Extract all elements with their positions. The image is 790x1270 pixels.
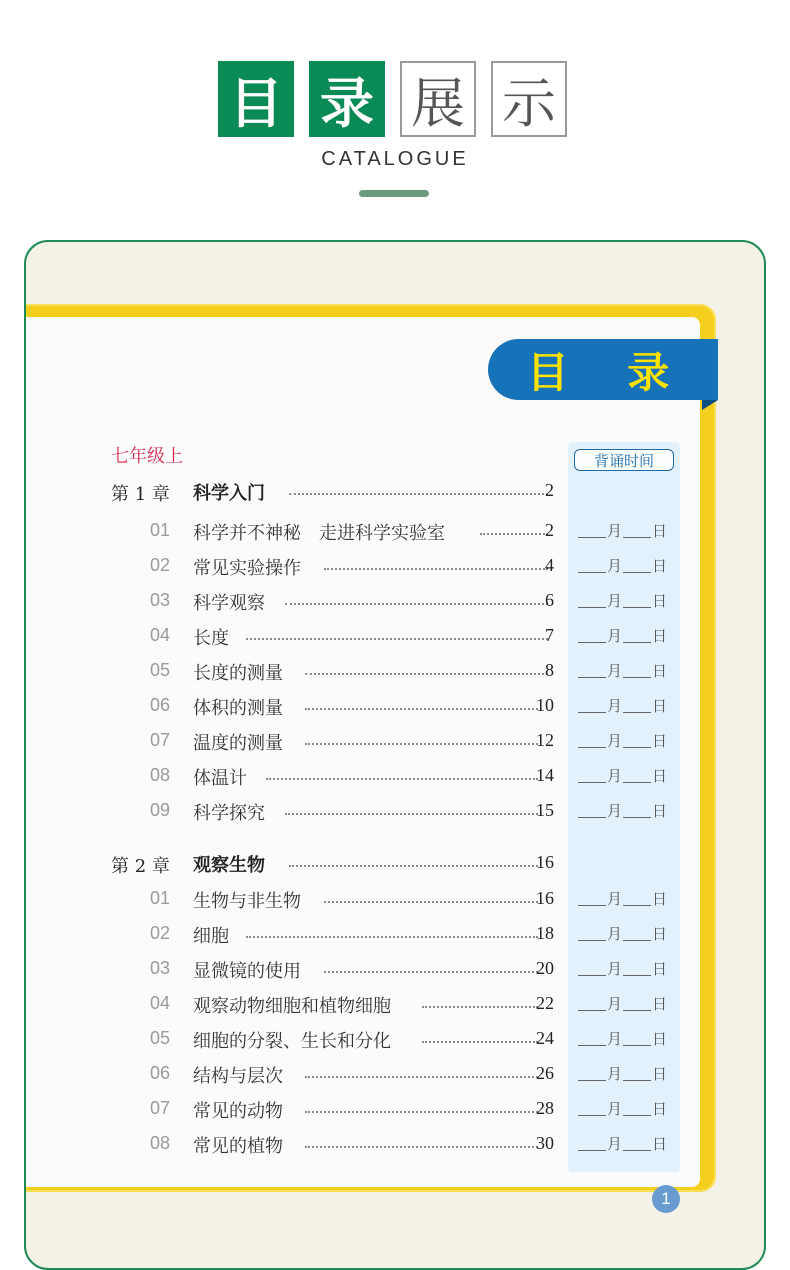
chapter-label: 第 2 章 xyxy=(111,856,170,877)
lesson-page: 2 xyxy=(545,520,554,540)
day-blank[interactable] xyxy=(623,677,651,678)
memo-date-field[interactable] xyxy=(577,1098,667,1119)
title-char-1: 目 xyxy=(218,61,294,137)
lesson-number: 08 xyxy=(150,1133,171,1153)
memo-date-field[interactable] xyxy=(577,590,667,611)
header xyxy=(0,0,790,230)
lesson-title: 体温计 xyxy=(193,768,247,789)
lesson-row[interactable] xyxy=(26,798,766,828)
lesson-page: 14 xyxy=(536,765,554,785)
lesson-number: 03 xyxy=(150,590,171,610)
month-label: 月 xyxy=(607,1065,623,1083)
day-blank[interactable] xyxy=(623,817,651,818)
leader-dots xyxy=(305,1146,539,1148)
month-label: 月 xyxy=(607,767,623,785)
lesson-title: 科学并不神秘 走进科学实验室 xyxy=(193,523,445,544)
lesson-title: 温度的测量 xyxy=(193,733,283,754)
memo-date-field[interactable] xyxy=(577,695,667,716)
day-blank[interactable] xyxy=(623,905,651,906)
day-blank[interactable] xyxy=(623,940,651,941)
month-blank[interactable] xyxy=(578,817,606,818)
day-blank[interactable] xyxy=(623,1150,651,1151)
lesson-number: 02 xyxy=(150,923,171,943)
lesson-row[interactable] xyxy=(26,763,766,793)
day-label: 日 xyxy=(652,995,668,1013)
day-label: 日 xyxy=(652,697,668,715)
lesson-row[interactable] xyxy=(26,658,766,688)
lesson-page: 15 xyxy=(536,800,554,820)
lesson-number: 07 xyxy=(150,730,171,750)
lesson-row[interactable] xyxy=(26,518,766,548)
lesson-page: 16 xyxy=(536,888,554,908)
leader-dots xyxy=(305,1111,539,1113)
lesson-title: 长度 xyxy=(193,628,229,649)
lesson-title: 长度的测量 xyxy=(193,663,283,684)
day-blank[interactable] xyxy=(623,712,651,713)
title-char-2: 录 xyxy=(309,61,385,137)
lesson-row[interactable] xyxy=(26,991,766,1021)
lesson-row[interactable] xyxy=(26,956,766,986)
day-label: 日 xyxy=(652,767,668,785)
lesson-number: 08 xyxy=(150,765,171,785)
day-blank[interactable] xyxy=(623,1080,651,1081)
memo-date-field[interactable] xyxy=(577,765,667,786)
memo-date-field[interactable] xyxy=(577,1133,667,1154)
month-label: 月 xyxy=(607,592,623,610)
leader-dots xyxy=(305,673,549,675)
day-label: 日 xyxy=(652,802,668,820)
lesson-page: 7 xyxy=(545,625,554,645)
lesson-title: 显微镜的使用 xyxy=(193,961,301,982)
lesson-number: 05 xyxy=(150,1028,171,1048)
month-blank[interactable] xyxy=(578,572,606,573)
lesson-number: 04 xyxy=(150,625,171,645)
lesson-row[interactable] xyxy=(26,886,766,916)
chapter-page: 16 xyxy=(536,852,554,872)
lesson-row[interactable] xyxy=(26,1026,766,1056)
day-label: 日 xyxy=(652,925,668,943)
day-blank[interactable] xyxy=(623,782,651,783)
memo-date-field[interactable] xyxy=(577,800,667,821)
lesson-number: 01 xyxy=(150,888,171,908)
lesson-page: 30 xyxy=(536,1133,554,1153)
memo-date-field[interactable] xyxy=(577,993,667,1014)
day-label: 日 xyxy=(652,627,668,645)
catalogue-card xyxy=(24,240,766,1270)
day-blank[interactable] xyxy=(623,1045,651,1046)
leader-dots xyxy=(246,638,548,640)
lesson-page: 26 xyxy=(536,1063,554,1083)
memo-date-field[interactable] xyxy=(577,555,667,576)
leader-dots xyxy=(285,603,548,605)
chapter-row xyxy=(26,478,766,508)
month-label: 月 xyxy=(607,1030,623,1048)
lesson-title: 生物与非生物 xyxy=(193,891,301,912)
lesson-number: 05 xyxy=(150,660,171,680)
section-label: 七年级上 xyxy=(111,446,183,467)
lesson-page: 18 xyxy=(536,923,554,943)
title-char-4: 示 xyxy=(491,61,567,137)
leader-dots xyxy=(305,1076,539,1078)
month-blank[interactable] xyxy=(578,747,606,748)
day-label: 日 xyxy=(652,960,668,978)
lesson-row[interactable] xyxy=(26,693,766,723)
leader-dots xyxy=(246,936,538,938)
lesson-row[interactable] xyxy=(26,1096,766,1126)
month-blank[interactable] xyxy=(578,607,606,608)
subtitle: CATALOGUE xyxy=(321,148,469,170)
day-label: 日 xyxy=(652,557,668,575)
month-blank[interactable] xyxy=(578,1080,606,1081)
lesson-page: 4 xyxy=(545,555,554,575)
lesson-page: 12 xyxy=(536,730,554,750)
title-row xyxy=(218,61,568,137)
month-blank[interactable] xyxy=(578,642,606,643)
lesson-title: 体积的测量 xyxy=(193,698,283,719)
lesson-number: 07 xyxy=(150,1098,171,1118)
month-label: 月 xyxy=(607,662,623,680)
lesson-page: 28 xyxy=(536,1098,554,1118)
day-label: 日 xyxy=(652,890,668,908)
lesson-page: 10 xyxy=(536,695,554,715)
month-blank[interactable] xyxy=(578,1045,606,1046)
leader-dots xyxy=(305,708,539,710)
lesson-row[interactable] xyxy=(26,728,766,758)
leader-dots xyxy=(289,493,548,495)
lesson-number: 04 xyxy=(150,993,171,1013)
leader-dots xyxy=(289,865,538,867)
title-underline xyxy=(359,190,429,197)
lesson-title: 观察动物细胞和植物细胞 xyxy=(193,996,391,1017)
day-blank[interactable] xyxy=(623,747,651,748)
lesson-title: 科学观察 xyxy=(193,593,265,614)
lesson-number: 01 xyxy=(150,520,171,540)
day-label: 日 xyxy=(652,522,668,540)
lesson-title: 科学探究 xyxy=(193,803,265,824)
lesson-row[interactable] xyxy=(26,623,766,653)
month-blank[interactable] xyxy=(578,1150,606,1151)
memo-date-field[interactable] xyxy=(577,520,667,541)
memo-date-field[interactable] xyxy=(577,888,667,909)
memo-date-field[interactable] xyxy=(577,625,667,646)
day-label: 日 xyxy=(652,1030,668,1048)
day-label: 日 xyxy=(652,732,668,750)
title-char-3: 展 xyxy=(400,61,476,137)
memo-date-field[interactable] xyxy=(577,1063,667,1084)
leader-dots xyxy=(324,901,538,903)
leader-dots xyxy=(480,533,548,535)
lesson-title: 常见实验操作 xyxy=(193,558,301,579)
lesson-page: 20 xyxy=(536,958,554,978)
month-label: 月 xyxy=(607,960,623,978)
month-blank[interactable] xyxy=(578,677,606,678)
leader-dots xyxy=(324,568,548,570)
chapter-label: 第 1 章 xyxy=(111,484,170,505)
month-label: 月 xyxy=(607,890,623,908)
month-label: 月 xyxy=(607,557,623,575)
memo-date-field[interactable] xyxy=(577,660,667,681)
lesson-title: 常见的动物 xyxy=(193,1101,283,1122)
lesson-row[interactable] xyxy=(26,1131,766,1161)
month-label: 月 xyxy=(607,925,623,943)
lesson-page: 24 xyxy=(536,1028,554,1048)
month-blank[interactable] xyxy=(578,712,606,713)
lesson-row[interactable] xyxy=(26,921,766,951)
day-label: 日 xyxy=(652,1135,668,1153)
day-blank[interactable] xyxy=(623,642,651,643)
day-label: 日 xyxy=(652,1100,668,1118)
month-blank[interactable] xyxy=(578,975,606,976)
lesson-row[interactable] xyxy=(26,588,766,618)
lesson-number: 03 xyxy=(150,958,171,978)
month-label: 月 xyxy=(607,627,623,645)
chapter-title: 观察生物 xyxy=(193,855,265,876)
lesson-number: 09 xyxy=(150,800,171,820)
lesson-title: 细胞 xyxy=(193,926,229,947)
month-label: 月 xyxy=(607,697,623,715)
day-blank[interactable] xyxy=(623,1115,651,1116)
chapter-row xyxy=(26,850,766,880)
ribbon-title: 目 录 xyxy=(526,347,692,397)
month-label: 月 xyxy=(607,1100,623,1118)
month-blank[interactable] xyxy=(578,1115,606,1116)
memo-header: 背诵时间 xyxy=(574,449,674,471)
lesson-page: 8 xyxy=(545,660,554,680)
chapter-title: 科学入门 xyxy=(193,483,265,504)
lesson-title: 细胞的分裂、生长和分化 xyxy=(193,1031,391,1052)
day-blank[interactable] xyxy=(623,975,651,976)
lesson-row[interactable] xyxy=(26,553,766,583)
memo-date-field[interactable] xyxy=(577,958,667,979)
ribbon-fold xyxy=(702,400,718,410)
month-label: 月 xyxy=(607,522,623,540)
day-blank[interactable] xyxy=(623,1010,651,1011)
toc-ribbon xyxy=(488,339,718,400)
lesson-number: 06 xyxy=(150,695,171,715)
lesson-page: 22 xyxy=(536,993,554,1013)
leader-dots xyxy=(285,813,538,815)
month-blank[interactable] xyxy=(578,1010,606,1011)
leader-dots xyxy=(266,778,539,780)
month-blank[interactable] xyxy=(578,537,606,538)
day-label: 日 xyxy=(652,592,668,610)
lesson-title: 结构与层次 xyxy=(193,1066,283,1087)
month-label: 月 xyxy=(607,1135,623,1153)
month-blank[interactable] xyxy=(578,905,606,906)
month-blank[interactable] xyxy=(578,940,606,941)
lesson-title: 常见的植物 xyxy=(193,1136,283,1157)
leader-dots xyxy=(422,1041,539,1043)
memo-date-field[interactable] xyxy=(577,923,667,944)
day-label: 日 xyxy=(652,662,668,680)
month-label: 月 xyxy=(607,995,623,1013)
lesson-number: 06 xyxy=(150,1063,171,1083)
memo-date-field[interactable] xyxy=(577,730,667,751)
leader-dots xyxy=(324,971,538,973)
month-blank[interactable] xyxy=(578,782,606,783)
month-label: 月 xyxy=(607,802,623,820)
chapter-page: 2 xyxy=(545,480,554,500)
memo-date-field[interactable] xyxy=(577,1028,667,1049)
day-blank[interactable] xyxy=(623,572,651,573)
page-number-badge: 1 xyxy=(652,1185,680,1213)
lesson-row[interactable] xyxy=(26,1061,766,1091)
day-blank[interactable] xyxy=(623,607,651,608)
day-blank[interactable] xyxy=(623,537,651,538)
leader-dots xyxy=(422,1006,539,1008)
lesson-number: 02 xyxy=(150,555,171,575)
month-label: 月 xyxy=(607,732,623,750)
lesson-page: 6 xyxy=(545,590,554,610)
leader-dots xyxy=(305,743,539,745)
day-label: 日 xyxy=(652,1065,668,1083)
